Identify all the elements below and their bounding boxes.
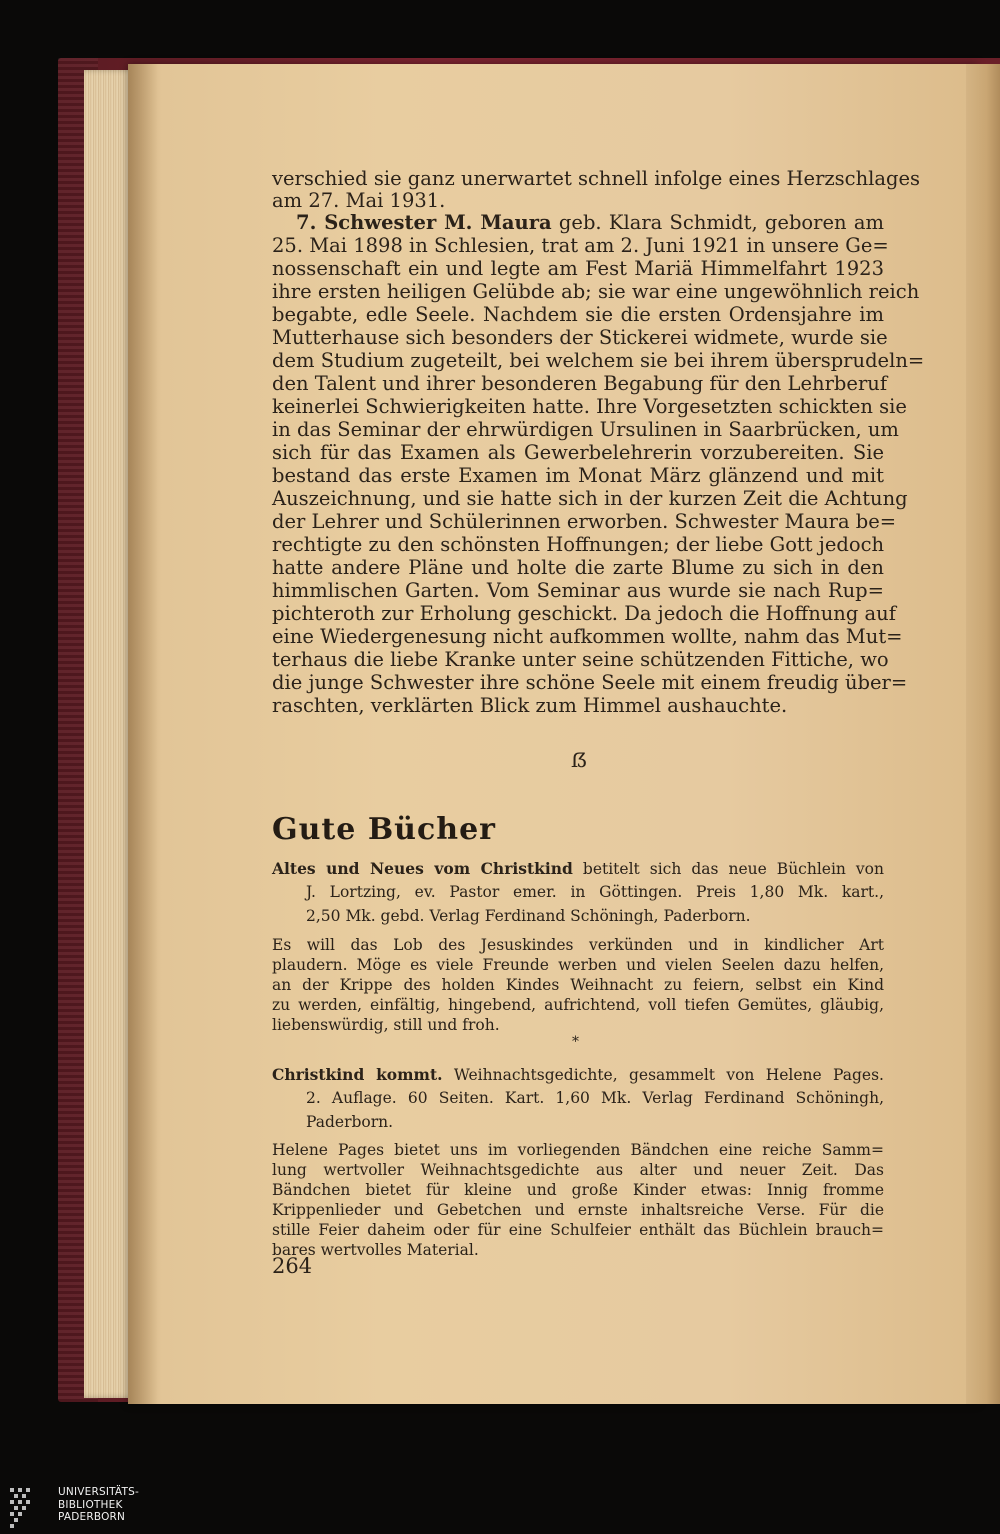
- review-line: plaudern. Möge es viele Freunde werben und vielen Seelen dazu helfen,: [272, 956, 884, 974]
- review-line: Bändchen bietet für kleine und große Kinder etwas: Innig fromme: [272, 1181, 884, 1199]
- book-info-line: Paderborn.: [306, 1113, 394, 1131]
- review-line: Krippenlieder und Gebetchen und ernste inhaltsreiche Verse. Für die: [272, 1201, 884, 1219]
- text-line: der Lehrer und Schülerinnen erworben. Schwester Maura be=: [272, 510, 897, 533]
- book-title-line: [272, 858, 884, 880]
- page-number: 264: [272, 1254, 313, 1278]
- logo-line: PADERBORN: [58, 1511, 126, 1523]
- text-line: nossenschaft ein und legte am Fest Mariä Himmelfahrt 1923: [272, 257, 884, 280]
- text-line: Mutterhause sich besonders der Stickerei widmete, wurde sie: [272, 326, 888, 349]
- book-title: Christkind kommt.: [272, 1065, 443, 1084]
- review-line: Helene Pages bietet uns im vorliegenden Bändchen eine reiche Samm=: [272, 1141, 884, 1159]
- text-line: eine Wiedergenesung nicht aufkommen wollte, nahm das Mut=: [272, 625, 903, 648]
- review-line: Es will das Lob des Jesuskindes verkünden und in kindlicher Art: [272, 936, 884, 954]
- library-logo-icon: [8, 1486, 48, 1530]
- section-ornament: ẞ: [570, 748, 588, 772]
- text-line: keinerlei Schwierigkeiten hatte. Ihre Vorgesetzten schickten sie: [272, 395, 907, 418]
- text-line: himmlischen Garten. Vom Seminar aus wurde sie nach Rup=: [272, 579, 884, 602]
- text-line: in das Seminar der ehrwürdigen Ursulinen in Saarbrücken, um: [272, 418, 899, 441]
- text-line: terhaus die liebe Kranke unter seine schützenden Fittiche, wo: [272, 648, 889, 671]
- facing-page-edge: [966, 64, 1000, 1404]
- book-title: Altes und Neues vom Christkind: [272, 859, 573, 878]
- book-info-line: 2. Auflage. 60 Seiten. Kart. 1,60 Mk. Verlag Ferdinand Schöningh,: [306, 1089, 884, 1107]
- book-info-line: 2,50 Mk. gebd. Verlag Ferdinand Schöningh, Paderborn.: [306, 907, 751, 925]
- text-line: bestand das erste Examen im Monat März glänzend und mit: [272, 464, 884, 487]
- logo-line: UNIVERSITÄTS-: [58, 1486, 139, 1498]
- text-line: begabte, edle Seele. Nachdem sie die ersten Ordensjahre im: [272, 303, 884, 326]
- entry-heading-line: [272, 212, 884, 235]
- review-line: liebenswürdig, still und froh.: [272, 1016, 500, 1034]
- separator-star: *: [572, 1034, 579, 1050]
- section-title: Gute Bücher: [272, 812, 496, 847]
- text-line: rechtigte zu den schönsten Hoffnungen; der liebe Gott jedoch: [272, 533, 885, 556]
- review-line: lung wertvoller Weihnachtsgedichte aus alter und neuer Zeit. Das: [272, 1161, 884, 1179]
- text-line: dem Studium zugeteilt, bei welchem sie bei ihrem übersprudeln=: [272, 349, 925, 372]
- text-line: 25. Mai 1898 in Schlesien, trat am 2. Juni 1921 in unsere Ge=: [272, 234, 889, 257]
- book-info-line: J. Lortzing, ev. Pastor emer. in Göttingen. Preis 1,80 Mk. kart.,: [306, 883, 884, 901]
- book-title-rest: Weihnachtsgedichte, gesammelt von Helene Pages.: [453, 1066, 884, 1084]
- text-line: pichteroth zur Erholung geschickt. Da jedoch die Hoffnung auf: [272, 602, 896, 625]
- review-line: stille Feier daheim oder für eine Schulfeier enthält das Büchlein brauch=: [272, 1221, 884, 1239]
- gutter-shadow: [128, 64, 158, 1404]
- text-line: den Talent und ihrer besonderen Begabung für den Lehrberuf: [272, 372, 888, 395]
- book-title-line: [272, 1064, 884, 1086]
- review-line: an der Krippe des holden Kindes Weihnacht zu feiern, selbst ein Kind: [272, 976, 884, 994]
- text-line: Auszeichnung, und sie hatte sich in der kurzen Zeit die Achtung: [272, 487, 908, 510]
- logo-line: BIBLIOTHEK: [58, 1498, 123, 1511]
- library-logo: [8, 1484, 168, 1530]
- book-title-rest: betitelt sich das neue Büchlein von: [582, 860, 884, 878]
- review-line: zu werden, einfältig, hingebend, aufrichtend, voll tiefen Gemütes, gläubig,: [272, 996, 884, 1014]
- text-line: die junge Schwester ihre schöne Seele mit einem freudig über=: [272, 671, 908, 694]
- text-line: am 27. Mai 1931.: [272, 189, 446, 212]
- text-line: raschten, verklärten Blick zum Himmel aushauchte.: [272, 694, 788, 717]
- text-line: verschied sie ganz unerwartet schnell infolge eines Herzschlages: [272, 167, 921, 190]
- text-line: ihre ersten heiligen Gelübde ab; sie war eine ungewöhnlich reich: [272, 280, 920, 303]
- entry-heading-rest: geb. Klara Schmidt, geboren am: [558, 211, 884, 234]
- library-logo-text: [58, 1486, 168, 1524]
- text-line: hatte andere Pläne und holte die zarte Blume zu sich in den: [272, 556, 884, 579]
- review-line: bares wertvolles Material.: [272, 1241, 479, 1259]
- text-line: sich für das Examen als Gewerbelehrerin vorzubereiten. Sie: [272, 441, 884, 464]
- entry-heading: 7. Schwester M. Maura: [296, 211, 552, 234]
